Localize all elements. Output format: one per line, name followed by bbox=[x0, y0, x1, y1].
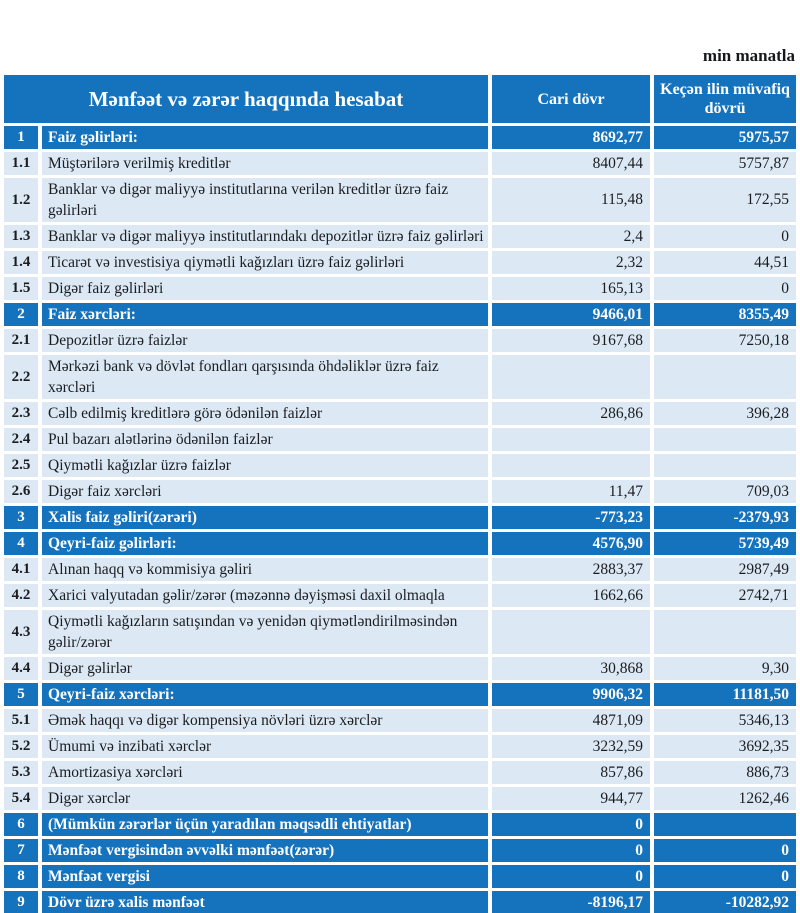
table-row bbox=[4, 761, 796, 784]
cell-no: 2.1 bbox=[4, 329, 38, 352]
cell-previous: 5757,87 bbox=[654, 152, 796, 175]
table-row bbox=[4, 610, 796, 654]
cell-no: 8 bbox=[4, 865, 38, 888]
cell-current: 2883,37 bbox=[492, 558, 650, 581]
cell-previous bbox=[654, 813, 796, 836]
table-row bbox=[4, 303, 796, 326]
cell-previous: 0 bbox=[654, 277, 796, 300]
cell-previous: 0 bbox=[654, 225, 796, 248]
table-header bbox=[4, 75, 796, 123]
table-row bbox=[4, 506, 796, 529]
cell-no: 5.3 bbox=[4, 761, 38, 784]
cell-no: 5.1 bbox=[4, 709, 38, 732]
cell-no: 2.6 bbox=[4, 480, 38, 503]
cell-current: -8196,17 bbox=[492, 891, 650, 913]
table-row bbox=[4, 251, 796, 274]
cell-current: -773,23 bbox=[492, 506, 650, 529]
unit-note: min manatla bbox=[702, 46, 795, 65]
cell-previous: 44,51 bbox=[654, 251, 796, 274]
cell-label: (Mümkün zərərlər üçün yaradılan məqsədli ehtiyatlar) bbox=[42, 813, 488, 836]
cell-previous bbox=[654, 428, 796, 451]
cell-previous: 2742,71 bbox=[654, 584, 796, 607]
cell-label: Qeyri-faiz gəlirləri: bbox=[42, 532, 488, 555]
cell-previous: 172,55 bbox=[654, 178, 796, 222]
cell-no: 1.1 bbox=[4, 152, 38, 175]
cell-no: 2.3 bbox=[4, 402, 38, 425]
cell-current: 0 bbox=[492, 839, 650, 862]
cell-current: 2,4 bbox=[492, 225, 650, 248]
column-header-current: Cari dövr bbox=[492, 75, 650, 123]
cell-label: Xalis faiz gəliri(zərəri) bbox=[42, 506, 488, 529]
cell-label: Cəlb edilmiş kreditlərə görə ödənilən faizlər bbox=[42, 402, 488, 425]
cell-previous: -2379,93 bbox=[654, 506, 796, 529]
cell-current: 3232,59 bbox=[492, 735, 650, 758]
cell-label: Müştərilərə verilmiş kreditlər bbox=[42, 152, 488, 175]
cell-current: 9167,68 bbox=[492, 329, 650, 352]
cell-label: Mərkəzi bank və dövlət fondları qarşısında öhdəliklər üzrə faiz xərcləri bbox=[42, 355, 488, 399]
header-row bbox=[4, 75, 796, 123]
cell-current bbox=[492, 610, 650, 654]
cell-previous: 3692,35 bbox=[654, 735, 796, 758]
table-row bbox=[4, 126, 796, 149]
table-row bbox=[4, 657, 796, 680]
cell-no: 7 bbox=[4, 839, 38, 862]
cell-previous: 7250,18 bbox=[654, 329, 796, 352]
cell-label: Digər xərclər bbox=[42, 787, 488, 810]
cell-previous: 5739,49 bbox=[654, 532, 796, 555]
cell-current: 857,86 bbox=[492, 761, 650, 784]
table-row bbox=[4, 891, 796, 913]
cell-previous: 9,30 bbox=[654, 657, 796, 680]
cell-current: 4576,90 bbox=[492, 532, 650, 555]
table-row bbox=[4, 329, 796, 352]
cell-no: 1 bbox=[4, 126, 38, 149]
cell-current: 0 bbox=[492, 813, 650, 836]
table-row bbox=[4, 428, 796, 451]
table-row bbox=[4, 152, 796, 175]
table-row bbox=[4, 735, 796, 758]
cell-label: Digər gəlirlər bbox=[42, 657, 488, 680]
cell-no: 1.5 bbox=[4, 277, 38, 300]
cell-previous: 0 bbox=[654, 865, 796, 888]
table-row bbox=[4, 865, 796, 888]
table-row bbox=[4, 402, 796, 425]
cell-no: 4.3 bbox=[4, 610, 38, 654]
cell-label: Amortizasiya xərcləri bbox=[42, 761, 488, 784]
table-row bbox=[4, 480, 796, 503]
cell-no: 2.2 bbox=[4, 355, 38, 399]
cell-current: 165,13 bbox=[492, 277, 650, 300]
cell-no: 4 bbox=[4, 532, 38, 555]
cell-current: 0 bbox=[492, 865, 650, 888]
cell-no: 1.3 bbox=[4, 225, 38, 248]
cell-previous bbox=[654, 610, 796, 654]
cell-label: Digər faiz xərcləri bbox=[42, 480, 488, 503]
cell-previous: 2987,49 bbox=[654, 558, 796, 581]
table-row bbox=[4, 355, 796, 399]
cell-current: 8692,77 bbox=[492, 126, 650, 149]
cell-current: 11,47 bbox=[492, 480, 650, 503]
cell-label: Mənfəət vergisi bbox=[42, 865, 488, 888]
cell-current: 9906,32 bbox=[492, 683, 650, 706]
table-row bbox=[4, 683, 796, 706]
cell-label: Alınan haqq və kommisiya gəliri bbox=[42, 558, 488, 581]
table-row bbox=[4, 532, 796, 555]
cell-no: 3 bbox=[4, 506, 38, 529]
cell-label: Banklar və digər maliyyə institutlarına verilən kreditlər üzrə faiz gəlirləri bbox=[42, 178, 488, 222]
table-row bbox=[4, 709, 796, 732]
cell-no: 9 bbox=[4, 891, 38, 913]
table-row bbox=[4, 454, 796, 477]
cell-no: 5.4 bbox=[4, 787, 38, 810]
cell-previous: -10282,92 bbox=[654, 891, 796, 913]
cell-label: Dövr üzrə xalis mənfəət bbox=[42, 891, 488, 913]
cell-no: 2 bbox=[4, 303, 38, 326]
cell-current: 9466,01 bbox=[492, 303, 650, 326]
cell-previous: 11181,50 bbox=[654, 683, 796, 706]
cell-previous: 709,03 bbox=[654, 480, 796, 503]
cell-no: 4.4 bbox=[4, 657, 38, 680]
cell-label: Digər faiz gəlirləri bbox=[42, 277, 488, 300]
cell-label: Xarici valyutadan gəlir/zərər (məzənnə dəyişməsi daxil olmaqla bbox=[42, 584, 488, 607]
pnl-table bbox=[0, 72, 800, 913]
cell-label: Banklar və digər maliyyə institutlarındakı depozitlər üzrə faiz gəlirləri bbox=[42, 225, 488, 248]
cell-label: Əmək haqqı və digər kompensiya növləri üzrə xərclər bbox=[42, 709, 488, 732]
cell-no: 4.1 bbox=[4, 558, 38, 581]
table-row bbox=[4, 813, 796, 836]
column-header-previous: Keçən ilin müvafiq dövrü bbox=[654, 75, 796, 123]
cell-label: Faiz gəlirləri: bbox=[42, 126, 488, 149]
cell-current: 115,48 bbox=[492, 178, 650, 222]
cell-current: 30,868 bbox=[492, 657, 650, 680]
table-body bbox=[4, 126, 796, 913]
table-row bbox=[4, 225, 796, 248]
cell-previous: 396,28 bbox=[654, 402, 796, 425]
cell-previous: 5975,57 bbox=[654, 126, 796, 149]
table-row bbox=[4, 558, 796, 581]
cell-current: 1662,66 bbox=[492, 584, 650, 607]
cell-current: 944,77 bbox=[492, 787, 650, 810]
cell-current bbox=[492, 454, 650, 477]
table-row bbox=[4, 584, 796, 607]
cell-current bbox=[492, 355, 650, 399]
cell-previous: 5346,13 bbox=[654, 709, 796, 732]
cell-label: Mənfəət vergisindən əvvəlki mənfəət(zərər) bbox=[42, 839, 488, 862]
table-row bbox=[4, 839, 796, 862]
cell-previous: 0 bbox=[654, 839, 796, 862]
cell-previous: 1262,46 bbox=[654, 787, 796, 810]
cell-current bbox=[492, 428, 650, 451]
table-row bbox=[4, 178, 796, 222]
cell-no: 2.5 bbox=[4, 454, 38, 477]
cell-no: 6 bbox=[4, 813, 38, 836]
cell-label: Faiz xərcləri: bbox=[42, 303, 488, 326]
table-row bbox=[4, 787, 796, 810]
cell-current: 8407,44 bbox=[492, 152, 650, 175]
cell-label: Ümumi və inzibati xərclər bbox=[42, 735, 488, 758]
cell-previous: 886,73 bbox=[654, 761, 796, 784]
cell-label: Depozitlər üzrə faizlər bbox=[42, 329, 488, 352]
cell-no: 5.2 bbox=[4, 735, 38, 758]
cell-no: 5 bbox=[4, 683, 38, 706]
cell-current: 286,86 bbox=[492, 402, 650, 425]
cell-no: 4.2 bbox=[4, 584, 38, 607]
cell-previous: 8355,49 bbox=[654, 303, 796, 326]
cell-no: 2.4 bbox=[4, 428, 38, 451]
table-row bbox=[4, 277, 796, 300]
cell-previous bbox=[654, 454, 796, 477]
cell-previous bbox=[654, 355, 796, 399]
cell-label: Qeyri-faiz xərcləri: bbox=[42, 683, 488, 706]
cell-no: 1.2 bbox=[4, 178, 38, 222]
cell-label: Pul bazarı alətlərinə ödənilən faizlər bbox=[42, 428, 488, 451]
cell-label: Qiymətli kağızların satışından və yenidən qiymətləndirilməsindən gəlir/zərər bbox=[42, 610, 488, 654]
cell-current: 2,32 bbox=[492, 251, 650, 274]
cell-no: 1.4 bbox=[4, 251, 38, 274]
cell-label: Ticarət və investisiya qiymətli kağızları üzrə faiz gəlirləri bbox=[42, 251, 488, 274]
cell-label: Qiymətli kağızlar üzrə faizlər bbox=[42, 454, 488, 477]
cell-current: 4871,09 bbox=[492, 709, 650, 732]
report-title: Mənfəət və zərər haqqında hesabat bbox=[4, 75, 488, 123]
